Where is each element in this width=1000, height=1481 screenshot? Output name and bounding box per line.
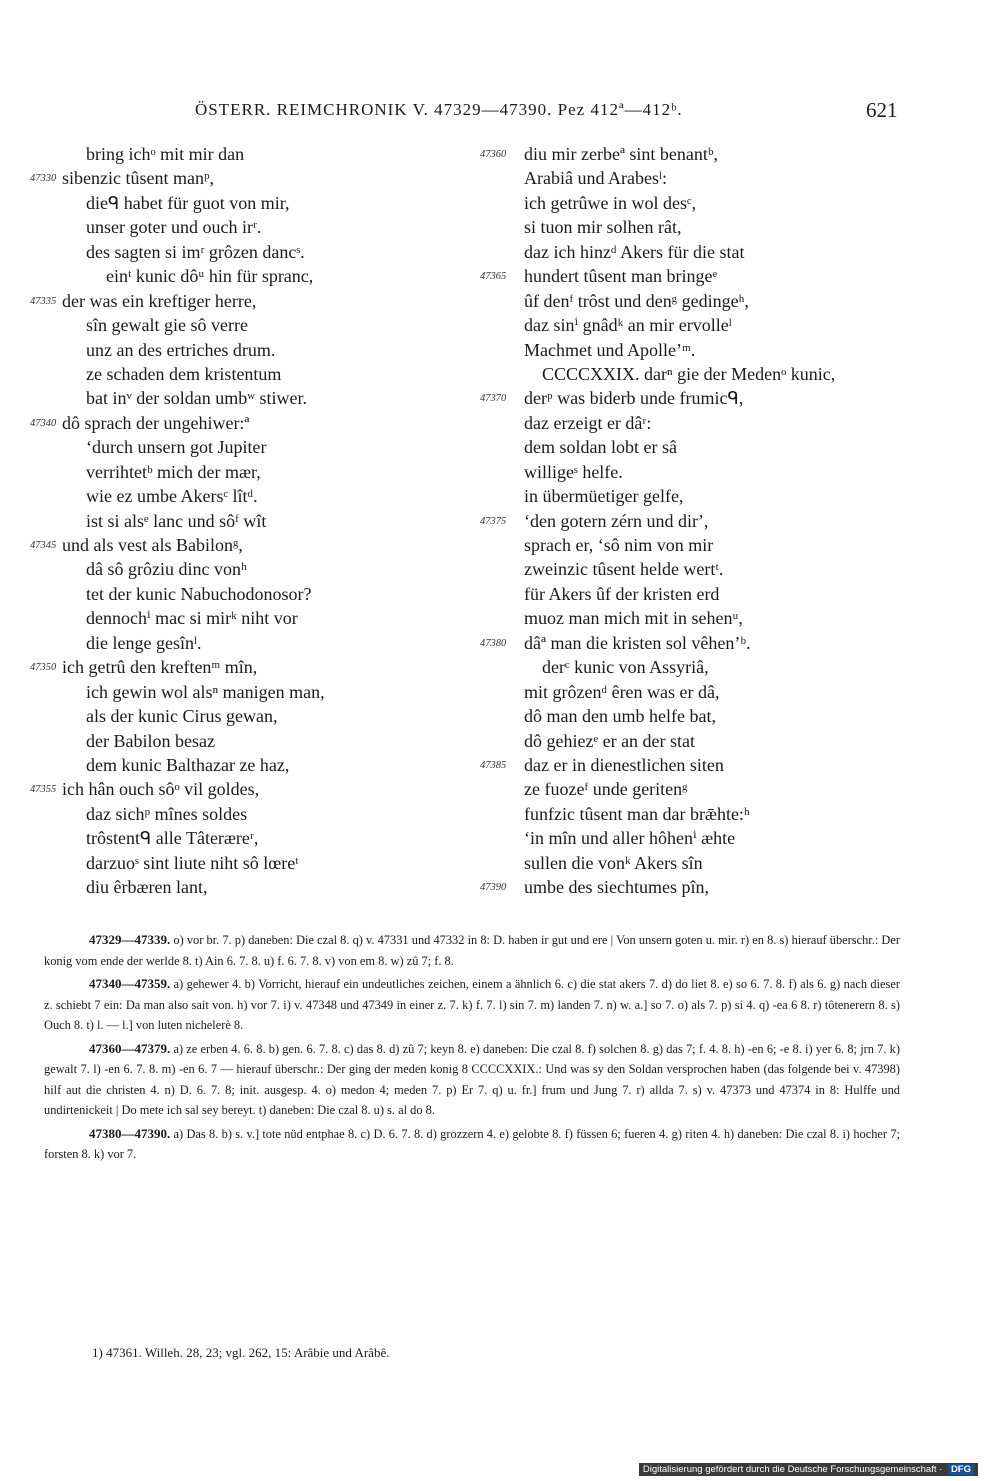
line-number: 47350 [30, 662, 57, 674]
verse-text: in übermüetiger gelfe, [524, 486, 684, 507]
verse-text: daz sichᵖ mînes soldes [86, 803, 248, 824]
verse-line [480, 729, 900, 753]
line-number: 47330 [30, 173, 57, 185]
verse-line [480, 362, 900, 386]
verse-text: dieᑫ habet für guot von mir, [86, 192, 290, 213]
verse-text: daz er in dienestlichen siten [524, 754, 724, 775]
verse-text: daz erzeigt er dâʳ: [524, 412, 652, 433]
line-number: 47380 [480, 637, 507, 649]
verse-text: willigeˢ helfe. [524, 461, 623, 482]
verse-line [480, 802, 900, 826]
verse-line [480, 264, 900, 288]
verse-line [480, 411, 900, 435]
verse-text: und als vest als Babilonᵍ, [62, 535, 243, 555]
verse-line [30, 680, 410, 704]
verse-line [30, 338, 410, 362]
verse-line [480, 631, 900, 655]
verse-line [480, 435, 900, 459]
verse-line [30, 557, 410, 581]
apparatus-paragraph [44, 1124, 900, 1165]
verse-text: dâ sô grôziu dinc vonʰ [86, 559, 247, 580]
page-number: 621 [866, 98, 898, 122]
verse-text: mit grôzenᵈ êren was er dâ, [524, 681, 720, 702]
verse-line [30, 484, 410, 508]
verse-line [480, 606, 900, 630]
verse-line [480, 386, 900, 410]
verse-line [30, 851, 410, 875]
verse-line [30, 753, 410, 777]
verse-line [480, 680, 900, 704]
verse-text: sprach er, ʻsô nim von mir [524, 535, 714, 555]
verse-text: ʻin mîn und aller hôhenⁱ æhte [524, 828, 736, 849]
verse-line [30, 802, 410, 826]
verse-text: unser goter und ouch irʳ. [86, 217, 262, 238]
line-number: 47375 [480, 515, 507, 527]
verse-line [480, 753, 900, 777]
apparatus-paragraph [44, 1039, 900, 1121]
verse-line [30, 264, 410, 288]
verse-text: des sagten si imʳ grôzen dancˢ. [86, 241, 305, 262]
verse-text: dô sprach der ungehiwer:ª [62, 412, 250, 433]
verse-line [30, 191, 410, 215]
verse-text: der was ein kreftiger herre, [62, 290, 257, 311]
apparatus-text: a) gehewer 4. b) Vorricht, hierauf ein undeutliches zeichen, einem a ähnlich 6. c) die stat akers 7. d) do liet 8. e) so 6. 7. 8. f) als 6. g) nach dieser z. schiebt 7 ein: Da man also sait von. h) vor 7. i) v. 47348 und 47349 in einer z. 7. k) f. 7. l) sin 7. m) landen 7. n) w. a.] so 7. o) als 7. p) si 4. q) -ea 6 8. r) tôtenerern 8. s) Ouch 8. t) l. — l.] von luten nichelerè 8. [44, 977, 900, 1032]
verse-line [480, 777, 900, 801]
page-header [0, 98, 1000, 128]
verse-line [480, 826, 900, 850]
verse-text: sibenzic tûsent manᵖ, [62, 168, 215, 189]
verse-text: ze schaden dem kristentum [86, 363, 282, 384]
verse-line [480, 215, 900, 239]
verse-line [480, 557, 900, 581]
verse-line [480, 851, 900, 875]
digitization-credit-text: Digitalisierung gefördert durch die Deutsche Forschungsgemeinschaft · [642, 1464, 943, 1475]
verse-text: daz sinⁱ gnâdᵏ an mir ervolleˡ [524, 315, 732, 336]
line-number: 47340 [30, 417, 57, 429]
verse-text: darzuoˢ sint liute niht sô lœreᵗ [86, 852, 299, 873]
critical-apparatus [44, 930, 900, 1168]
apparatus-paragraph [44, 974, 900, 1036]
verse-line [480, 338, 900, 362]
line-number: 47335 [30, 295, 57, 307]
apparatus-range: 47329—47339. [89, 932, 171, 947]
apparatus-text: a) ze erben 4. 6. 8. b) gen. 6. 7. 8. c) das 8. d) zû 7; keyn 8. e) daneben: Die czal 8. f) solchen 8. g) das 7; f. 4. 8. h) -en 6; -e 8. i) yer 6. 8; jrn 7. k) gewalt 7. l) -en 6. 7. 8. m) -en 6. 7 — hierauf überschr.: Der ging der meden konig 8 CCCCXXIX.: Und was sy den Soldan versprochen haben (das folgende bei v. 47398) hilf aut die christen 4. n) D. 6. 7. 8; init. ausgesp. 4. o) medon 4; meden 7. p) Er 7. q) u. fr.] frum und Jung 7. r) allda 7. s) v. 47373 und 47374 in 8: Hulffe und undirtenickeit | Do mete ich sal sey bereyt. t) daneben: Die czal 8. u) s. al do 8. [44, 1041, 900, 1117]
verse-line [480, 655, 900, 679]
verse-text: für Akers ûf der kristen erd [524, 583, 720, 604]
verse-text: die lenge gesînˡ. [86, 632, 202, 653]
verse-text: bring ichᵒ mit mir dan [86, 144, 245, 164]
apparatus-range: 47340—47359. [89, 976, 171, 991]
verse-text: wie ez umbe Akersᶜ lîtᵈ. [86, 486, 258, 507]
verse-line [480, 313, 900, 337]
verse-text: sîn gewalt gie sô verre [86, 315, 248, 336]
verse-text: verrihtetᵇ mich der mær, [86, 461, 261, 482]
verse-line [30, 777, 410, 801]
verse-text: dô man den umb helfe bat, [524, 706, 716, 727]
apparatus-range: 47380—47390. [89, 1125, 171, 1141]
verse-line [30, 606, 410, 630]
verse-line [30, 826, 410, 850]
verse-text: dennochⁱ mac si mirᵏ niht vor [86, 608, 298, 629]
verse-text: diu mir zerbeª sint benantᵇ, [524, 144, 718, 164]
verse-text: derᶜ kunic von Assyriâ, [542, 657, 709, 678]
verse-text: ûf denᶠ trôst und denᵍ gedingeʰ, [524, 290, 749, 311]
verse-text: dô gehiezᵉ er an der stat [524, 730, 696, 751]
line-number: 47385 [480, 759, 507, 771]
verse-line [30, 655, 410, 679]
verse-text: sullen die vonᵏ Akers sîn [524, 852, 703, 873]
verse-line [480, 875, 900, 899]
verse-line [480, 289, 900, 313]
verse-text: ist si alsᵉ lanc und sôᶠ wît [86, 510, 267, 531]
verse-text: umbe des siechtumes pîn, [524, 877, 709, 898]
verse-text: ich getrû den kreftenᵐ mîn, [62, 657, 258, 678]
verse-line [480, 240, 900, 264]
verse-text: bat inᵛ der soldan umbʷ stiwer. [86, 388, 307, 409]
verse-line [30, 533, 410, 557]
line-number: 47390 [480, 882, 507, 894]
dfg-logo: DFG [948, 1464, 974, 1475]
footnote: 1) 47361. Willeh. 28, 23; vgl. 262, 15: Arâbie und Arâbê. [92, 1345, 390, 1360]
verse-line [30, 460, 410, 484]
line-number: 47355 [30, 784, 57, 796]
verse-line [30, 289, 410, 313]
verse-text: zweinzic tûsent helde wertᵗ. [524, 559, 724, 580]
verse-text: si tuon mir solhen rât, [524, 217, 682, 238]
verse-line [30, 435, 410, 459]
verse-line [30, 582, 410, 606]
verse-text: daz ich hinzᵈ Akers für die stat [524, 241, 745, 262]
verse-text: hundert tûsent man bringeᵉ [524, 266, 718, 287]
verse-text: Arabiâ und Arabesˡ: [524, 168, 667, 189]
verse-line [480, 533, 900, 557]
verse-text: ʻdurch unsern got Jupiter [86, 437, 267, 458]
verse-line [480, 509, 900, 533]
verse-text: dem soldan lobt er sâ [524, 437, 677, 458]
line-number: 47360 [480, 149, 507, 160]
verse-text: Machmet und Apolleʼᵐ. [524, 339, 696, 360]
left-verse-column [30, 142, 410, 900]
verse-text: der Babilon besaz [86, 730, 215, 751]
line-number: 47370 [480, 393, 507, 405]
line-number: 47345 [30, 540, 57, 551]
verse-text: tet der kunic Nabuchodonosor? [86, 583, 312, 604]
verse-line [30, 313, 410, 337]
verse-text: ze fuozeᶠ unde geritenᵍ [524, 779, 688, 800]
verse-text: derᵖ was biderb unde frumicᑫ, [524, 388, 744, 409]
verse-line [30, 875, 410, 899]
running-title: ÖSTERR. REIMCHRONIK V. 47329—47390. Pez 412ª—412ᵇ. [195, 100, 683, 119]
verse-line [30, 215, 410, 239]
verse-line [480, 484, 900, 508]
verse-line [30, 386, 410, 410]
verse-line [480, 166, 900, 190]
verse-text: ich gewin wol alsⁿ manigen man, [86, 681, 325, 702]
verse-text: dem kunic Balthazar ze haz, [86, 754, 290, 775]
verse-text: ich getrûwe in wol desᶜ, [524, 192, 697, 213]
apparatus-range: 47360—47379. [89, 1040, 171, 1056]
verse-line [480, 460, 900, 484]
verse-text: funfzic tûsent man dar brǣhte:ʰ [524, 803, 750, 824]
apparatus-paragraph [44, 930, 900, 971]
verse-line [30, 411, 410, 435]
verse-text: ʻden gotern zérn und dirʼ, [524, 510, 709, 531]
verse-text: als der kunic Cirus gewan, [86, 706, 278, 727]
verse-line [30, 142, 410, 166]
verse-text: unz an des ertriches drum. [86, 339, 276, 360]
apparatus-text: a) Das 8. b) s. v.] tote nüd entphae 8. c) D. 6. 7. 8. d) grozzern 4. e) gelobte 8. f) füssen 6; fueren 4. g) riten 4. h) daneben: Die czal 8. i) hocher 7; forsten 8. k) vor 7. [44, 1126, 900, 1161]
verse-text: diu êrbæren lant, [86, 877, 208, 898]
verse-line [30, 166, 410, 190]
verse-text: einᵗ kunic dôᵘ hin für spranc, [106, 266, 314, 287]
verse-text: trôstentᑫ alle Tâteræreʳ, [86, 828, 259, 849]
verse-text: CCCCXXIX. darⁿ gie der Medenᵒ kunic, [542, 363, 836, 384]
verse-text: muoz man mich mit in sehenᵘ, [524, 608, 743, 629]
verse-line [30, 729, 410, 753]
verse-line [30, 362, 410, 386]
apparatus-text: o) vor br. 7. p) daneben: Die czal 8. q) v. 47331 und 47332 in 8: D. haben ir gut und ere | Von unsern goten u. mir. r) en 8. s) hierauf überschr.: Der konig vom ende der werlde 8. t) Ain 6. 7. 8. u) f. 6. 7. 8. v) von em 8. w) zû 7; f. 8. [44, 933, 900, 968]
digitization-credit [639, 1463, 978, 1476]
verse-line [30, 509, 410, 533]
verse-line [30, 631, 410, 655]
verse-line [480, 582, 900, 606]
verse-line [480, 142, 900, 166]
verse-text: ich hân ouch sôᵒ vil goldes, [62, 779, 260, 800]
verse-line [30, 240, 410, 264]
right-verse-column [480, 142, 900, 900]
verse-line [480, 704, 900, 728]
verse-line [480, 191, 900, 215]
line-number: 47365 [480, 271, 507, 283]
verse-text: dâª man die kristen sol vêhenʼᵇ. [524, 632, 751, 653]
verse-line [30, 704, 410, 728]
